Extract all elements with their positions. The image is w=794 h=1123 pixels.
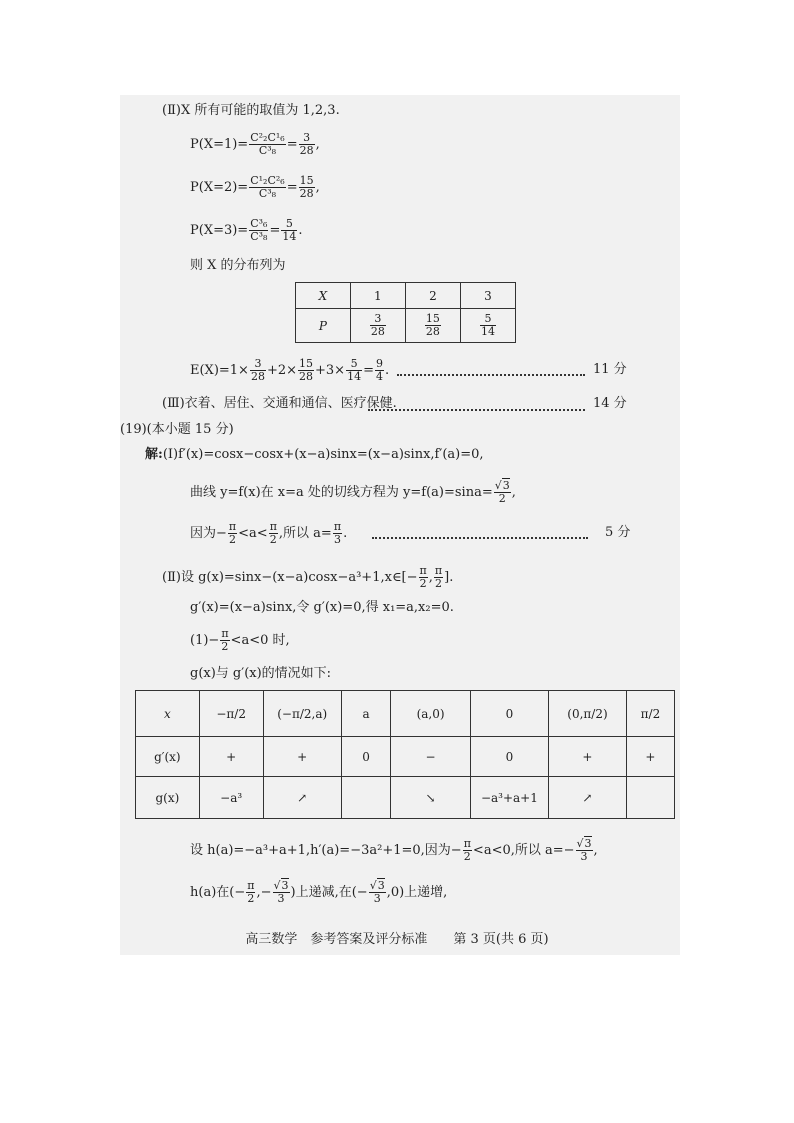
dist-x-cell: 2: [405, 283, 460, 309]
h-monotonic-line: h(a)在(− $\frac{\pi}{2}$ ,− $\frac{√3}{3}$ )上递减,在(− $\frac{√3}{3}$ ,0)上递增,: [190, 879, 448, 905]
decreasing-arrow-icon: ↘: [391, 777, 470, 819]
prob-x3: P(X=3)= $\frac{\text{C³₆}}{\text{C³₈}}$ = $\frac{5}{14}$ .: [190, 217, 303, 243]
sign-cell: −: [391, 737, 470, 777]
dot-leader: [368, 409, 585, 411]
row-label-g: g(x): [136, 777, 200, 819]
dist-p-cell: $\frac{5}{14}$: [460, 309, 515, 343]
prob-x2: P(X=2)= $\frac{\text{C¹₂C²₆}}{\text{C³₈}}$ = $\frac{15}{28}$ ,: [190, 174, 320, 200]
dist-p-cell: $\frac{3}{28}$: [350, 309, 405, 343]
prob-lhs: P(X=2)=: [190, 180, 249, 195]
sign-cell: +: [549, 737, 627, 777]
combination-fraction: $\frac{\text{C³₆}}{\text{C³₈}}$: [250, 217, 268, 243]
prob-value: $\frac{5}{14}$: [282, 217, 297, 243]
dist-x-cell: 1: [350, 283, 405, 309]
part3-answer: (Ⅲ)衣着、居住、交通和通信、医疗保健.: [162, 396, 397, 411]
prob-lhs: P(X=1)=: [190, 137, 249, 152]
value-cell: −a³: [199, 777, 263, 819]
monotonicity-table: [135, 690, 675, 819]
sign-cell: 0: [341, 737, 391, 777]
col-interval-2: (a,0): [391, 691, 470, 737]
prob-value: $\frac{3}{28}$: [299, 131, 314, 157]
solution-label: 解:: [145, 447, 163, 462]
combination-fraction: $\frac{\text{C²₂C¹₆}}{\text{C³₈}}$: [250, 131, 285, 157]
col-pi-half: π/2: [626, 691, 674, 737]
sign-cell: +: [263, 737, 341, 777]
dot-leader: [397, 374, 585, 376]
dist-x-label: X: [296, 283, 351, 309]
dist-p-label: P: [296, 309, 351, 343]
q19-part1-derivative: 解:(Ⅰ)f′(x)=cosx−cosx+(x−a)sinx=(x−a)sinx,f′(a)=0,: [145, 447, 484, 462]
prob-value: $\frac{15}{28}$: [299, 174, 314, 200]
dist-x-cell: 3: [460, 283, 515, 309]
part2-intro: (Ⅱ)X 所有可能的取值为 1,2,3.: [162, 103, 340, 118]
col-zero: 0: [470, 691, 548, 737]
col-interval-3: (0,π/2): [549, 691, 627, 737]
value-cell: [341, 777, 391, 819]
value-cell: [626, 777, 674, 819]
score-11: 11 分: [593, 362, 627, 377]
sign-cell: +: [199, 737, 263, 777]
expectation-line: E(X)=1× $\frac{3}{28}$ +2× $\frac{15}{28}$ +3× $\frac{5}{14}$ = $\frac{9}{4}$ .: [190, 357, 390, 383]
combination-fraction: $\frac{\text{C¹₂C²₆}}{\text{C³₈}}$: [250, 174, 285, 200]
col-interval-1: (−π/2,a): [263, 691, 341, 737]
dot-leader: [372, 537, 588, 539]
prob-x1: P(X=1)= $\frac{\text{C²₂C¹₆}}{\text{C³₈}}$ = $\frac{3}{28}$ ,: [190, 131, 320, 157]
prob-lhs: P(X=3)=: [190, 223, 249, 238]
case1-line: (1)− $\frac{\pi}{2}$ <a<0 时,: [190, 627, 290, 653]
page-footer: 高三数学 参考答案及评分标准 第 3 页(共 6 页): [245, 932, 549, 947]
part2-define-g: (Ⅱ)设 g(x)=sinx−(x−a)cosx−a³+1,x∈[− $\frac{\pi}{2}$ , $\frac{\pi}{2}$ ].: [162, 564, 454, 590]
distribution-table: [295, 282, 516, 343]
row-label-x: x: [136, 691, 200, 737]
increasing-arrow-icon: ↗: [549, 777, 627, 819]
a-value-line: 因为− $\frac{\pi}{2}$ <a< $\frac{\pi}{2}$ ,所以 a= $\frac{\pi}{3}$ .: [190, 520, 348, 546]
g-derivative-line: g′(x)=(x−a)sinx,令 g′(x)=0,得 x₁=a,x₂=0.: [190, 600, 454, 615]
sign-cell: 0: [470, 737, 548, 777]
h-definition-line: 设 h(a)=−a³+a+1,h′(a)=−3a²+1=0,因为− $\frac{\pi}{2}$ <a<0,所以 a=− $\frac{√3}{3}$ ,: [190, 837, 598, 863]
sign-cell: +: [626, 737, 674, 777]
dist-p-cell: $\frac{15}{28}$: [405, 309, 460, 343]
table-intro: g(x)与 g′(x)的情况如下:: [190, 666, 332, 681]
score-5: 5 分: [605, 525, 631, 540]
q19-header: (19)(本小题 15 分): [120, 422, 234, 437]
value-cell: −a³+a+1: [470, 777, 548, 819]
score-14: 14 分: [593, 396, 627, 411]
col-a: a: [341, 691, 391, 737]
dist-intro: 则 X 的分布列为: [190, 258, 286, 273]
row-label-gprime: g′(x): [136, 737, 200, 777]
tangent-line: 曲线 y=f(x)在 x=a 处的切线方程为 y=f(a)=sina= $\frac{√3}{2}$ ,: [190, 479, 516, 505]
col-neg-pi-half: −π/2: [199, 691, 263, 737]
increasing-arrow-icon: ↗: [263, 777, 341, 819]
